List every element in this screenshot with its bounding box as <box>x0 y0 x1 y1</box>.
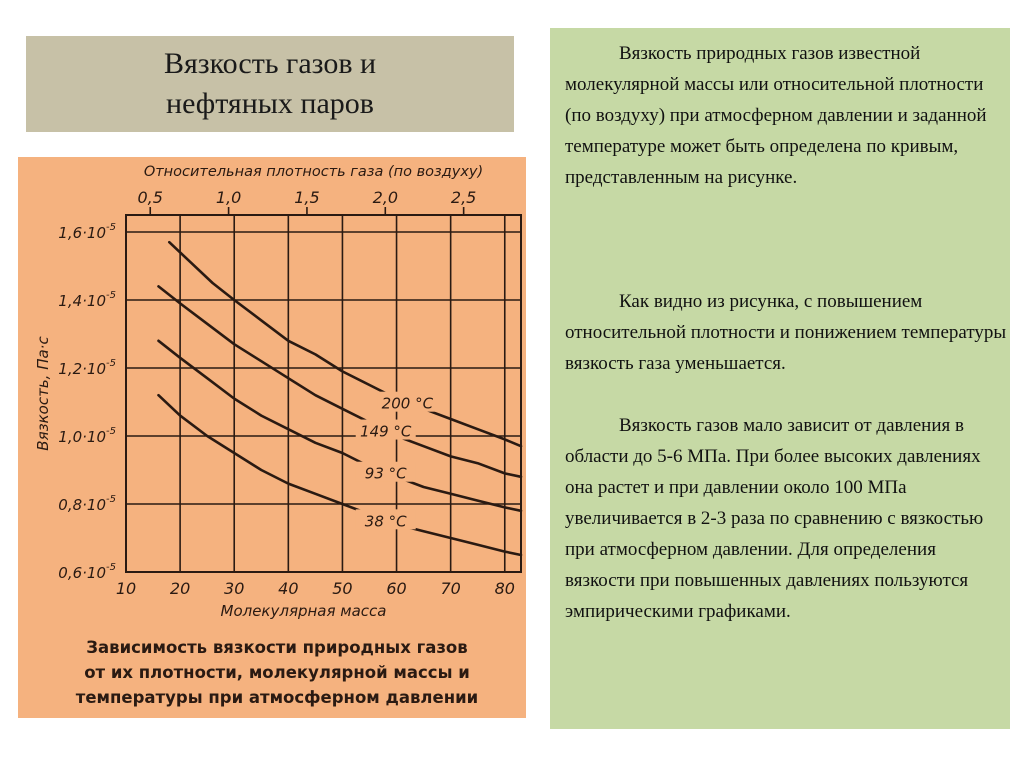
plot-frame <box>126 215 521 572</box>
x-axis-title: Молекулярная масса <box>220 602 387 620</box>
series-line <box>169 242 521 446</box>
top-tick-label: 0,5 <box>137 188 163 207</box>
viscosity-chart <box>18 157 526 637</box>
top-tick-label: 2,5 <box>450 188 477 207</box>
slide-title-line1: Вязкость газов и <box>163 47 377 80</box>
top-tick-label: 1,5 <box>294 188 320 207</box>
slide-title-line2: нефтяных паров <box>166 87 374 120</box>
paragraph-2: Как видно из рисунка, с повышением относительной плотности и понижением температуры вязкость газа уменьшается. <box>565 291 1007 374</box>
curve-label: 93 °C <box>364 464 407 483</box>
caption-line: от их плотности, молекулярной массы и <box>84 663 470 682</box>
y-tick-label: $1,0\cdot 10^{-5}$ <box>58 426 116 446</box>
y-tick-label: $1,6\cdot 10^{-5}$ <box>58 222 116 242</box>
x-tick-label: 80 <box>494 579 515 598</box>
y-tick-label: $1,4\cdot 10^{-5}$ <box>58 290 116 310</box>
x-tick-label: 40 <box>278 579 299 598</box>
y-tick-label: $0,6\cdot 10^{-5}$ <box>58 562 116 582</box>
caption-line: температуры при атмосферном давлении <box>75 688 479 707</box>
curve-label: 149 °C <box>360 422 412 441</box>
x-tick-label: 50 <box>332 579 353 598</box>
text-panel <box>550 28 1010 729</box>
curve-label: 200 °C <box>381 394 434 413</box>
x-tick-label: 70 <box>440 579 461 598</box>
figure-caption <box>32 635 522 710</box>
paragraph-3: Вязкость газов мало зависит от давления в области до 5-6 МПа. При более высоких давлениях она растет и при давлении около 100 МПа увеличивается в 2-3 раза по сравнению с вязкостью при атмосферном давлении. Для определения вязкости при повышенных давлениях пользуются эмпирическими графиками. <box>565 415 984 622</box>
x-tick-label: 20 <box>169 579 191 598</box>
x-tick-label: 10 <box>115 579 137 598</box>
top-axis-title: Относительная плотность газа (по воздуху) <box>143 164 484 180</box>
y-tick-label: $0,8\cdot 10^{-5}$ <box>58 494 116 514</box>
top-tick-label: 1,0 <box>215 188 242 207</box>
y-axis-title: Вязкость, Па·с <box>34 336 52 451</box>
paragraph-1: Вязкость природных газов известной молекулярной массы или относительной плотности (по воздуху) при атмосферном давлении и заданной температуре может быть определена по кривым, представленным на рисунке. <box>565 43 987 188</box>
y-tick-label: $1,2\cdot 10^{-5}$ <box>58 358 116 378</box>
series-line <box>159 395 522 555</box>
chart-figure <box>18 157 526 718</box>
x-tick-label: 30 <box>224 579 245 598</box>
x-tick-label: 60 <box>386 579 407 598</box>
curve-label: 38 °C <box>364 512 407 531</box>
slide-title-box <box>26 36 514 132</box>
caption-line: Зависимость вязкости природных газов <box>86 638 468 657</box>
top-tick-label: 2,0 <box>372 188 399 207</box>
